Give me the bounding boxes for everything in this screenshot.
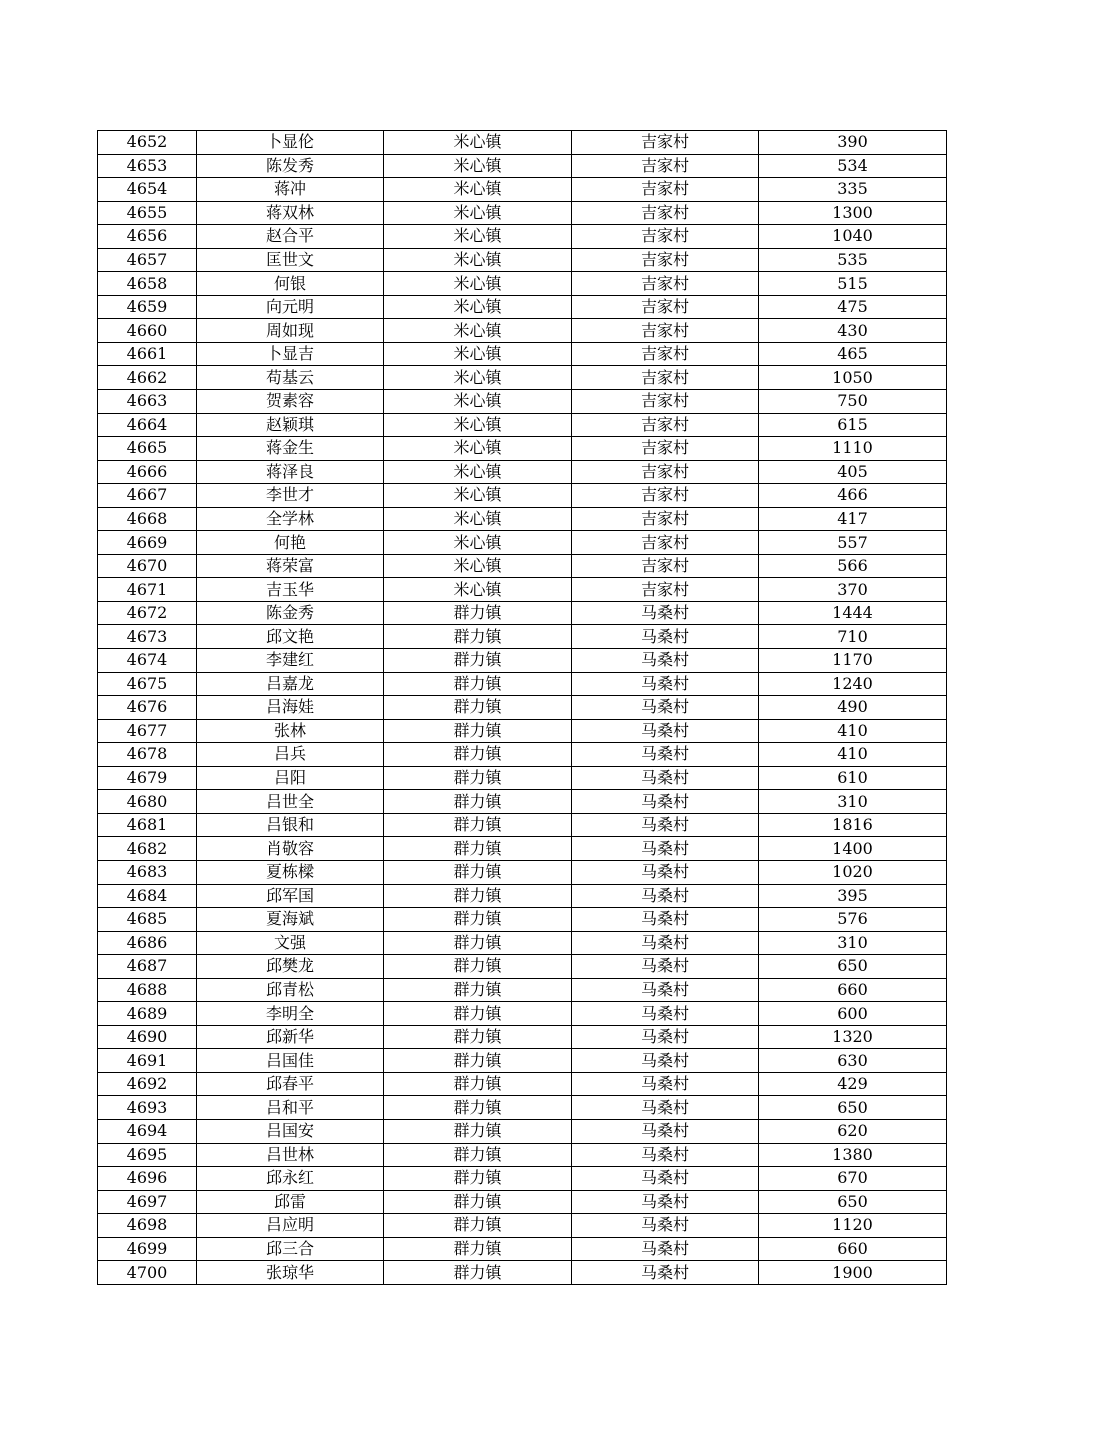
record-id-cell: 4683 [98,860,197,884]
village-cell: 吉家村 [572,154,759,178]
table-row [98,1049,947,1073]
town-cell: 群力镇 [384,766,572,790]
name-cell: 苟基云 [197,366,384,390]
village-cell: 马桑村 [572,1119,759,1143]
amount-cell: 475 [759,295,947,319]
name-cell: 吕海娃 [197,696,384,720]
name-cell: 吕银和 [197,813,384,837]
town-cell: 群力镇 [384,672,572,696]
amount-cell: 430 [759,319,947,343]
town-cell: 米心镇 [384,154,572,178]
name-cell: 邱新华 [197,1025,384,1049]
town-cell: 群力镇 [384,601,572,625]
amount-cell: 310 [759,931,947,955]
table-row [98,955,947,979]
amount-cell: 660 [759,978,947,1002]
town-cell: 米心镇 [384,295,572,319]
amount-cell: 390 [759,131,947,155]
town-cell: 米心镇 [384,201,572,225]
table-row [98,201,947,225]
amount-cell: 1240 [759,672,947,696]
table-row [98,696,947,720]
record-id-cell: 4685 [98,908,197,932]
town-cell: 群力镇 [384,719,572,743]
village-cell: 吉家村 [572,390,759,414]
name-cell: 蒋荣富 [197,554,384,578]
village-cell: 马桑村 [572,1261,759,1285]
table-row [98,790,947,814]
amount-cell: 1020 [759,860,947,884]
town-cell: 群力镇 [384,931,572,955]
amount-cell: 310 [759,790,947,814]
village-cell: 马桑村 [572,955,759,979]
amount-cell: 1050 [759,366,947,390]
town-cell: 米心镇 [384,319,572,343]
town-cell: 群力镇 [384,1025,572,1049]
record-id-cell: 4695 [98,1143,197,1167]
amount-cell: 465 [759,342,947,366]
table-row [98,1190,947,1214]
village-cell: 吉家村 [572,248,759,272]
town-cell: 群力镇 [384,1049,572,1073]
amount-cell: 1300 [759,201,947,225]
amount-cell: 395 [759,884,947,908]
record-id-cell: 4674 [98,649,197,673]
village-cell: 吉家村 [572,437,759,461]
record-id-cell: 4656 [98,225,197,249]
name-cell: 吕嘉龙 [197,672,384,696]
record-id-cell: 4694 [98,1119,197,1143]
name-cell: 李世才 [197,484,384,508]
table-row [98,484,947,508]
town-cell: 米心镇 [384,437,572,461]
record-id-cell: 4665 [98,437,197,461]
name-cell: 贺素容 [197,390,384,414]
amount-cell: 600 [759,1002,947,1026]
table-row [98,601,947,625]
table-row [98,319,947,343]
village-cell: 马桑村 [572,672,759,696]
amount-cell: 576 [759,908,947,932]
amount-cell: 535 [759,248,947,272]
table-row [98,672,947,696]
amount-cell: 650 [759,1190,947,1214]
name-cell: 赵合平 [197,225,384,249]
record-id-cell: 4692 [98,1072,197,1096]
village-cell: 马桑村 [572,978,759,1002]
record-id-cell: 4675 [98,672,197,696]
table-row [98,1025,947,1049]
record-id-cell: 4689 [98,1002,197,1026]
record-id-cell: 4659 [98,295,197,319]
name-cell: 夏海斌 [197,908,384,932]
amount-cell: 615 [759,413,947,437]
amount-cell: 410 [759,719,947,743]
name-cell: 吕阳 [197,766,384,790]
town-cell: 米心镇 [384,178,572,202]
table-row [98,625,947,649]
name-cell: 吕世林 [197,1143,384,1167]
record-id-cell: 4680 [98,790,197,814]
amount-cell: 1120 [759,1214,947,1238]
record-id-cell: 4676 [98,696,197,720]
village-cell: 马桑村 [572,696,759,720]
table-body [98,131,947,1285]
name-cell: 吕国佳 [197,1049,384,1073]
record-id-cell: 4668 [98,507,197,531]
record-id-cell: 4670 [98,554,197,578]
town-cell: 米心镇 [384,225,572,249]
table-row [98,884,947,908]
name-cell: 吕世全 [197,790,384,814]
amount-cell: 566 [759,554,947,578]
amount-cell: 1380 [759,1143,947,1167]
village-cell: 马桑村 [572,1214,759,1238]
village-cell: 马桑村 [572,1190,759,1214]
amount-cell: 650 [759,1096,947,1120]
amount-cell: 335 [759,178,947,202]
village-cell: 马桑村 [572,601,759,625]
village-cell: 马桑村 [572,766,759,790]
table-row [98,272,947,296]
name-cell: 肖敬容 [197,837,384,861]
village-cell: 马桑村 [572,860,759,884]
amount-cell: 370 [759,578,947,602]
name-cell: 向元明 [197,295,384,319]
town-cell: 群力镇 [384,790,572,814]
amount-cell: 405 [759,460,947,484]
amount-cell: 1400 [759,837,947,861]
town-cell: 群力镇 [384,1119,572,1143]
table-row [98,1237,947,1261]
town-cell: 群力镇 [384,837,572,861]
table-row [98,860,947,884]
town-cell: 群力镇 [384,649,572,673]
village-cell: 马桑村 [572,813,759,837]
record-id-cell: 4696 [98,1167,197,1191]
name-cell: 吕国安 [197,1119,384,1143]
table-row [98,248,947,272]
record-id-cell: 4677 [98,719,197,743]
village-cell: 吉家村 [572,507,759,531]
record-id-cell: 4672 [98,601,197,625]
table-row [98,1143,947,1167]
village-cell: 吉家村 [572,295,759,319]
name-cell: 李建红 [197,649,384,673]
village-cell: 吉家村 [572,319,759,343]
amount-cell: 1170 [759,649,947,673]
table-row [98,437,947,461]
table-row [98,813,947,837]
village-cell: 吉家村 [572,131,759,155]
village-cell: 马桑村 [572,790,759,814]
town-cell: 群力镇 [384,625,572,649]
amount-cell: 417 [759,507,947,531]
table-row [98,908,947,932]
name-cell: 陈金秀 [197,601,384,625]
name-cell: 张琼华 [197,1261,384,1285]
name-cell: 卜显伦 [197,131,384,155]
amount-cell: 429 [759,1072,947,1096]
record-id-cell: 4673 [98,625,197,649]
record-id-cell: 4663 [98,390,197,414]
table-row [98,507,947,531]
table-row [98,1002,947,1026]
name-cell: 匡世文 [197,248,384,272]
town-cell: 群力镇 [384,1190,572,1214]
village-cell: 马桑村 [572,1096,759,1120]
table-row [98,531,947,555]
village-cell: 马桑村 [572,1167,759,1191]
town-cell: 米心镇 [384,460,572,484]
record-id-cell: 4688 [98,978,197,1002]
record-id-cell: 4691 [98,1049,197,1073]
village-cell: 马桑村 [572,1072,759,1096]
town-cell: 群力镇 [384,1167,572,1191]
records-table [97,130,947,1285]
amount-cell: 490 [759,696,947,720]
record-id-cell: 4669 [98,531,197,555]
town-cell: 群力镇 [384,696,572,720]
record-id-cell: 4678 [98,743,197,767]
town-cell: 群力镇 [384,1002,572,1026]
record-id-cell: 4652 [98,131,197,155]
village-cell: 马桑村 [572,1143,759,1167]
table-row [98,154,947,178]
name-cell: 邱文艳 [197,625,384,649]
village-cell: 吉家村 [572,272,759,296]
table-row [98,931,947,955]
record-id-cell: 4664 [98,413,197,437]
name-cell: 赵颖琪 [197,413,384,437]
record-id-cell: 4679 [98,766,197,790]
table-row [98,978,947,1002]
village-cell: 马桑村 [572,719,759,743]
record-id-cell: 4661 [98,342,197,366]
town-cell: 群力镇 [384,1143,572,1167]
village-cell: 马桑村 [572,649,759,673]
amount-cell: 710 [759,625,947,649]
table-row [98,578,947,602]
record-id-cell: 4681 [98,813,197,837]
town-cell: 米心镇 [384,248,572,272]
village-cell: 马桑村 [572,884,759,908]
table-row [98,1167,947,1191]
name-cell: 陈发秀 [197,154,384,178]
name-cell: 吕应明 [197,1214,384,1238]
village-cell: 吉家村 [572,413,759,437]
record-id-cell: 4684 [98,884,197,908]
village-cell: 吉家村 [572,484,759,508]
name-cell: 李明全 [197,1002,384,1026]
town-cell: 群力镇 [384,955,572,979]
town-cell: 米心镇 [384,272,572,296]
village-cell: 马桑村 [572,1025,759,1049]
town-cell: 米心镇 [384,554,572,578]
amount-cell: 534 [759,154,947,178]
record-id-cell: 4682 [98,837,197,861]
village-cell: 吉家村 [572,460,759,484]
name-cell: 张林 [197,719,384,743]
table-row [98,1214,947,1238]
amount-cell: 557 [759,531,947,555]
record-id-cell: 4686 [98,931,197,955]
amount-cell: 620 [759,1119,947,1143]
village-cell: 吉家村 [572,342,759,366]
name-cell: 蒋双林 [197,201,384,225]
name-cell: 文强 [197,931,384,955]
town-cell: 群力镇 [384,1261,572,1285]
town-cell: 米心镇 [384,131,572,155]
town-cell: 群力镇 [384,978,572,1002]
name-cell: 全学林 [197,507,384,531]
town-cell: 群力镇 [384,1096,572,1120]
village-cell: 吉家村 [572,531,759,555]
village-cell: 马桑村 [572,1049,759,1073]
name-cell: 邱三合 [197,1237,384,1261]
table-row [98,366,947,390]
amount-cell: 1816 [759,813,947,837]
name-cell: 何银 [197,272,384,296]
table-row [98,719,947,743]
name-cell: 邱樊龙 [197,955,384,979]
name-cell: 邱永红 [197,1167,384,1191]
amount-cell: 670 [759,1167,947,1191]
amount-cell: 515 [759,272,947,296]
name-cell: 何艳 [197,531,384,555]
name-cell: 卜显吉 [197,342,384,366]
record-id-cell: 4655 [98,201,197,225]
table-row [98,225,947,249]
record-id-cell: 4662 [98,366,197,390]
village-cell: 吉家村 [572,178,759,202]
town-cell: 米心镇 [384,578,572,602]
table-row [98,554,947,578]
town-cell: 米心镇 [384,413,572,437]
table-row [98,1261,947,1285]
town-cell: 群力镇 [384,1237,572,1261]
name-cell: 邱青松 [197,978,384,1002]
table-row [98,295,947,319]
table-row [98,743,947,767]
name-cell: 邱春平 [197,1072,384,1096]
record-id-cell: 4654 [98,178,197,202]
record-id-cell: 4657 [98,248,197,272]
name-cell: 夏栋樑 [197,860,384,884]
village-cell: 马桑村 [572,1237,759,1261]
town-cell: 群力镇 [384,860,572,884]
village-cell: 马桑村 [572,931,759,955]
amount-cell: 750 [759,390,947,414]
record-id-cell: 4658 [98,272,197,296]
amount-cell: 650 [759,955,947,979]
table-row [98,1096,947,1120]
town-cell: 群力镇 [384,884,572,908]
village-cell: 马桑村 [572,1002,759,1026]
village-cell: 吉家村 [572,554,759,578]
amount-cell: 1444 [759,601,947,625]
record-id-cell: 4660 [98,319,197,343]
amount-cell: 1900 [759,1261,947,1285]
record-id-cell: 4699 [98,1237,197,1261]
table-row [98,131,947,155]
town-cell: 群力镇 [384,908,572,932]
table-row [98,390,947,414]
town-cell: 群力镇 [384,1214,572,1238]
town-cell: 米心镇 [384,390,572,414]
table-row [98,1119,947,1143]
amount-cell: 410 [759,743,947,767]
record-id-cell: 4667 [98,484,197,508]
village-cell: 马桑村 [572,625,759,649]
name-cell: 邱军国 [197,884,384,908]
record-id-cell: 4671 [98,578,197,602]
town-cell: 米心镇 [384,366,572,390]
table-row [98,178,947,202]
table-row [98,460,947,484]
town-cell: 群力镇 [384,743,572,767]
record-id-cell: 4687 [98,955,197,979]
record-id-cell: 4698 [98,1214,197,1238]
table-row [98,342,947,366]
village-cell: 马桑村 [572,743,759,767]
amount-cell: 1320 [759,1025,947,1049]
name-cell: 吕兵 [197,743,384,767]
name-cell: 蒋冲 [197,178,384,202]
amount-cell: 660 [759,1237,947,1261]
record-id-cell: 4666 [98,460,197,484]
name-cell: 邱雷 [197,1190,384,1214]
table-row [98,766,947,790]
village-cell: 吉家村 [572,225,759,249]
amount-cell: 1110 [759,437,947,461]
name-cell: 蒋金生 [197,437,384,461]
town-cell: 米心镇 [384,484,572,508]
town-cell: 米心镇 [384,507,572,531]
village-cell: 吉家村 [572,201,759,225]
amount-cell: 1040 [759,225,947,249]
table-row [98,837,947,861]
village-cell: 吉家村 [572,366,759,390]
town-cell: 群力镇 [384,813,572,837]
table-row [98,413,947,437]
town-cell: 群力镇 [384,1072,572,1096]
record-id-cell: 4700 [98,1261,197,1285]
record-id-cell: 4697 [98,1190,197,1214]
amount-cell: 630 [759,1049,947,1073]
name-cell: 周如现 [197,319,384,343]
name-cell: 蒋泽良 [197,460,384,484]
table-row [98,1072,947,1096]
name-cell: 吉玉华 [197,578,384,602]
town-cell: 米心镇 [384,531,572,555]
town-cell: 米心镇 [384,342,572,366]
record-id-cell: 4653 [98,154,197,178]
village-cell: 马桑村 [572,837,759,861]
village-cell: 吉家村 [572,578,759,602]
record-id-cell: 4693 [98,1096,197,1120]
amount-cell: 610 [759,766,947,790]
name-cell: 吕和平 [197,1096,384,1120]
amount-cell: 466 [759,484,947,508]
table-row [98,649,947,673]
village-cell: 马桑村 [572,908,759,932]
record-id-cell: 4690 [98,1025,197,1049]
